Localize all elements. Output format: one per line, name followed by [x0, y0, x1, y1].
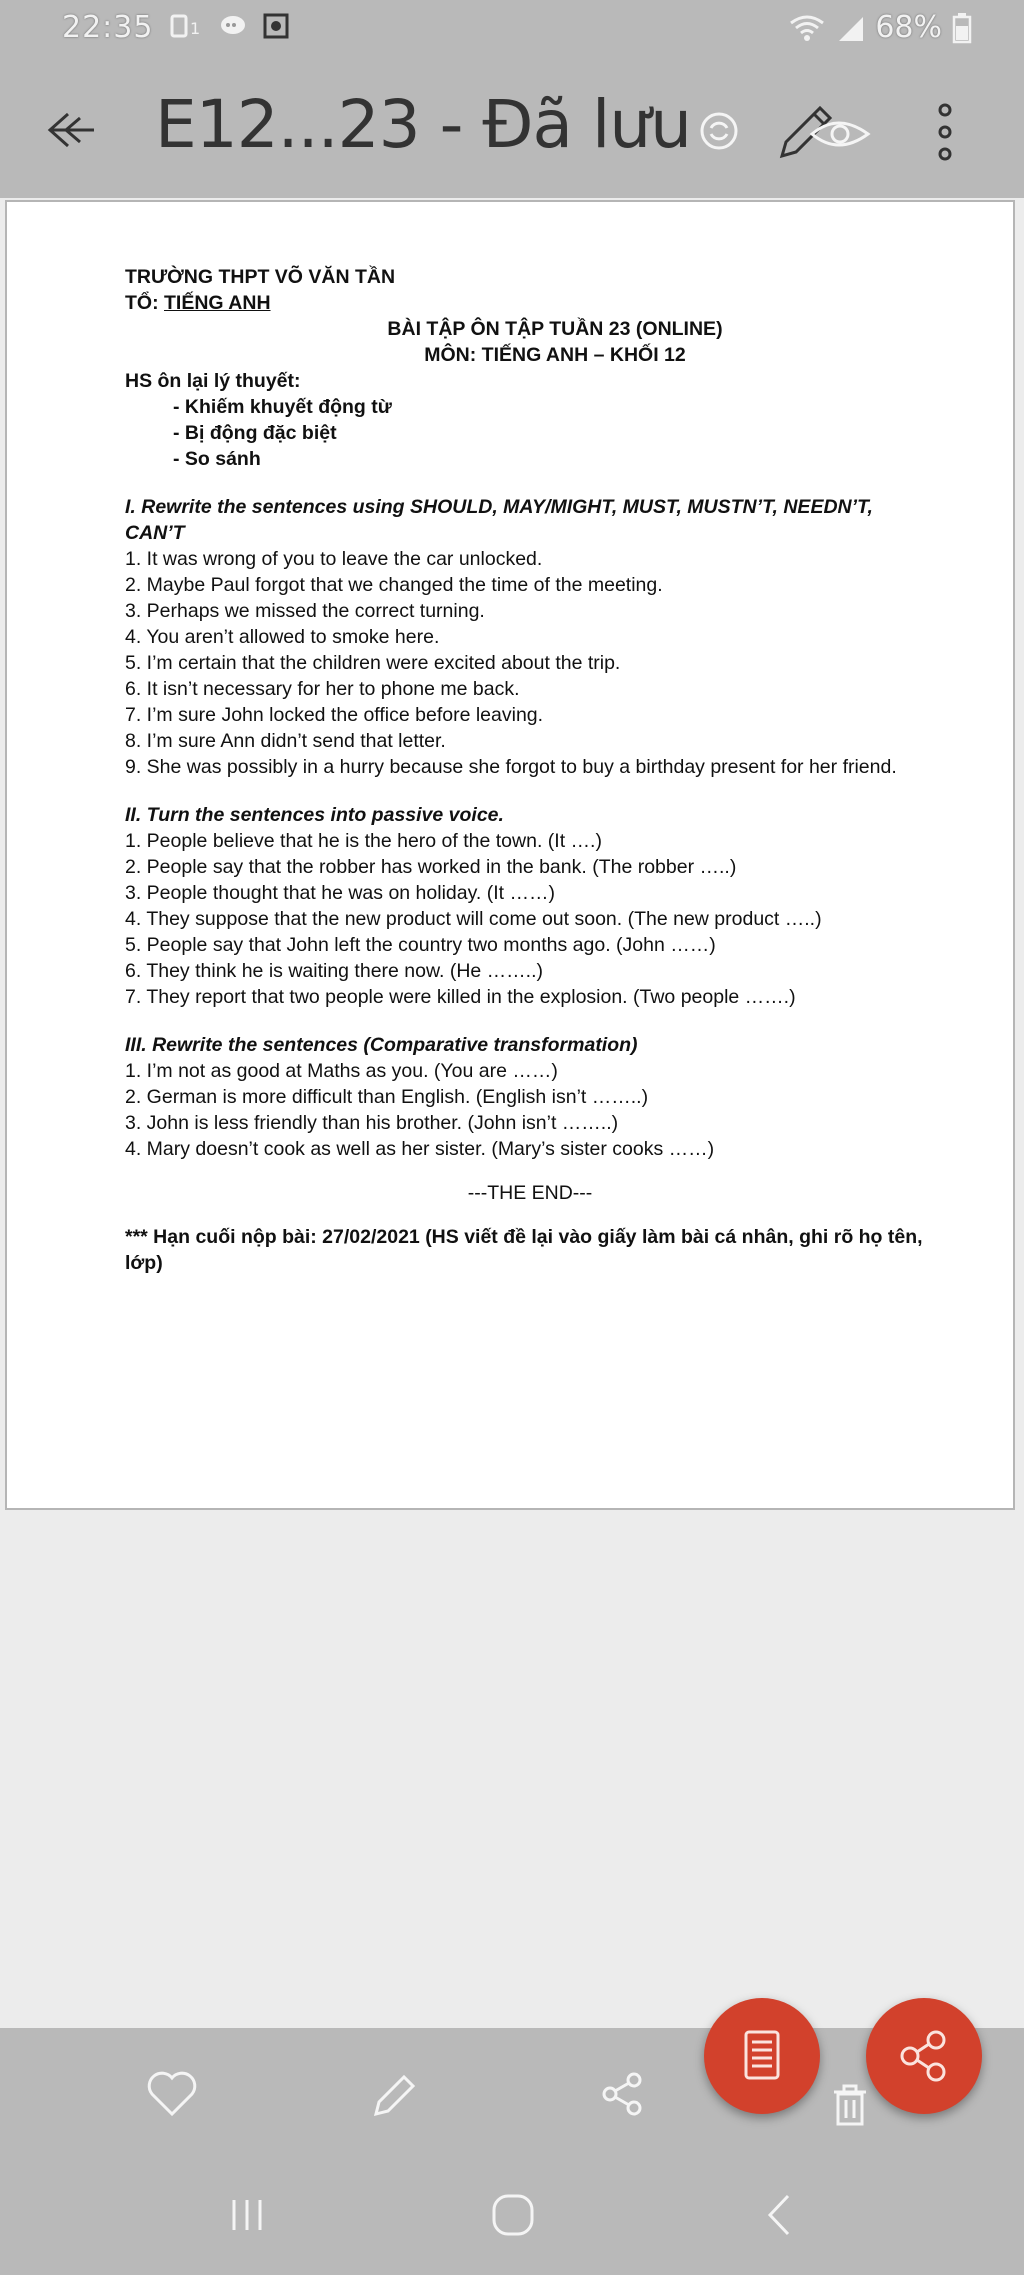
- list-item: 6. It isn’t necessary for her to phone me back.: [125, 678, 520, 700]
- signal-icon: [837, 13, 865, 43]
- theory-heading: HS ôn lại lý thuyết:: [125, 370, 301, 392]
- home-icon: [478, 2180, 548, 2250]
- favorite-button[interactable]: [142, 2064, 202, 2124]
- theory-item: - So sánh: [173, 448, 261, 470]
- section-1-title: I. Rewrite the sentences using SHOULD, MAY/MIGHT, MUST, MUSTN’T, NEEDN’T, CAN’T: [125, 496, 873, 544]
- sync-icon: [696, 108, 742, 154]
- sim-icon: [170, 12, 204, 40]
- app-bar: [0, 58, 1024, 198]
- list-item: 1. It was wrong of you to leave the car unlocked.: [125, 548, 543, 570]
- list-item: 2. German is more difficult than English. (English isn’t ……..): [125, 1086, 649, 1108]
- pencil-eye-icon: [776, 98, 876, 164]
- status-time: 22:35: [62, 10, 154, 45]
- list-item: 4. They suppose that the new product will come out soon. (The new product …..): [125, 908, 822, 930]
- recent-apps-button[interactable]: [212, 2180, 282, 2250]
- department-line: [125, 290, 925, 316]
- more-options-button[interactable]: [930, 98, 960, 168]
- document-title: E12...23 - Đã lưu: [155, 86, 691, 163]
- list-item: 8. I’m sure Ann didn’t send that letter.: [125, 730, 446, 752]
- screenshot-icon: [262, 12, 290, 40]
- svg-text:1: 1: [190, 19, 201, 38]
- department-prefix: TỔ:: [125, 292, 159, 314]
- subject-line: MÔN: TIẾNG ANH – KHỐI 12: [424, 344, 686, 366]
- list-item: 7. They report that two people were killed in the explosion. (Two people …….): [125, 986, 796, 1008]
- assignment-title: BÀI TẬP ÔN TẬP TUẦN 23 (ONLINE): [387, 318, 723, 340]
- list-item: 3. John is less friendly than his brother. (John isn’t ……..): [125, 1112, 619, 1134]
- deadline-note: *** Hạn cuối nộp bài: 27/02/2021 (HS viết đề lại vào giấy làm bài cá nhân, ghi rõ họ tên, lớp): [125, 1226, 923, 1274]
- list-item: 4. You aren’t allowed to smoke here.: [125, 626, 440, 648]
- edit-view-button[interactable]: [776, 98, 876, 164]
- battery-text: 68%: [875, 10, 942, 45]
- edit-icon: [364, 2064, 424, 2124]
- list-item: 1. I’m not as good at Maths as you. (You are ……): [125, 1060, 558, 1082]
- list-item: 6. They think he is waiting there now. (He ……..): [125, 960, 543, 982]
- nav-back-button[interactable]: [744, 2180, 814, 2250]
- heart-icon: [142, 2064, 202, 2124]
- department-name: TIẾNG ANH: [164, 292, 271, 314]
- navigation-bar: [0, 2158, 1024, 2275]
- list-item: 7. I’m sure John locked the office before leaving.: [125, 704, 544, 726]
- document-page[interactable]: [5, 200, 1015, 1510]
- list-item: 4. Mary doesn’t cook as well as her sister. (Mary’s sister cooks ……): [125, 1138, 715, 1160]
- section-3-title: III. Rewrite the sentences (Comparative transformation): [125, 1034, 638, 1056]
- the-end: ---THE END---: [467, 1182, 593, 1204]
- back-arrow-icon: [38, 100, 98, 160]
- list-item: 9. She was possibly in a hurry because she forgot to buy a birthday present for her friend.: [125, 756, 897, 778]
- document-content: [125, 264, 925, 1276]
- recent-apps-icon: [212, 2180, 282, 2250]
- back-icon: [744, 2180, 814, 2250]
- battery-icon: [952, 12, 972, 44]
- list-item: 3. People thought that he was on holiday. (It ……): [125, 882, 555, 904]
- theory-item: - Khiếm khuyết động từ: [173, 396, 392, 418]
- list-item: 2. Maybe Paul forgot that we changed the time of the meeting.: [125, 574, 663, 596]
- status-right: [787, 10, 972, 45]
- message-icon: [218, 12, 248, 40]
- wifi-icon: [787, 13, 827, 43]
- document-fab[interactable]: [704, 1998, 820, 2114]
- share-fab[interactable]: [866, 1998, 982, 2114]
- status-left-icons: [170, 12, 290, 40]
- document-icon: [704, 1998, 820, 2114]
- list-item: 3. Perhaps we missed the correct turning.: [125, 600, 485, 622]
- edit-button[interactable]: [364, 2064, 424, 2124]
- back-button[interactable]: [38, 100, 98, 160]
- list-item: 2. People say that the robber has worked in the bank. (The robber …..): [125, 856, 737, 878]
- home-button[interactable]: [478, 2180, 548, 2250]
- list-item: 5. I’m certain that the children were excited about the trip.: [125, 652, 621, 674]
- school-name: TRƯỜNG THPT VÕ VĂN TẦN: [125, 266, 396, 288]
- list-item: 1. People believe that he is the hero of the town. (It ….): [125, 830, 602, 852]
- status-bar: [0, 0, 1024, 58]
- sync-badge: [696, 108, 742, 154]
- section-2-title: II. Turn the sentences into passive voice.: [125, 804, 504, 826]
- more-vertical-icon: [930, 98, 960, 168]
- share-icon: [592, 2064, 652, 2124]
- list-item: 5. People say that John left the country two months ago. (John ……): [125, 934, 716, 956]
- share-icon: [866, 1998, 982, 2114]
- theory-item: - Bị động đặc biệt: [173, 422, 337, 444]
- share-button[interactable]: [592, 2064, 652, 2124]
